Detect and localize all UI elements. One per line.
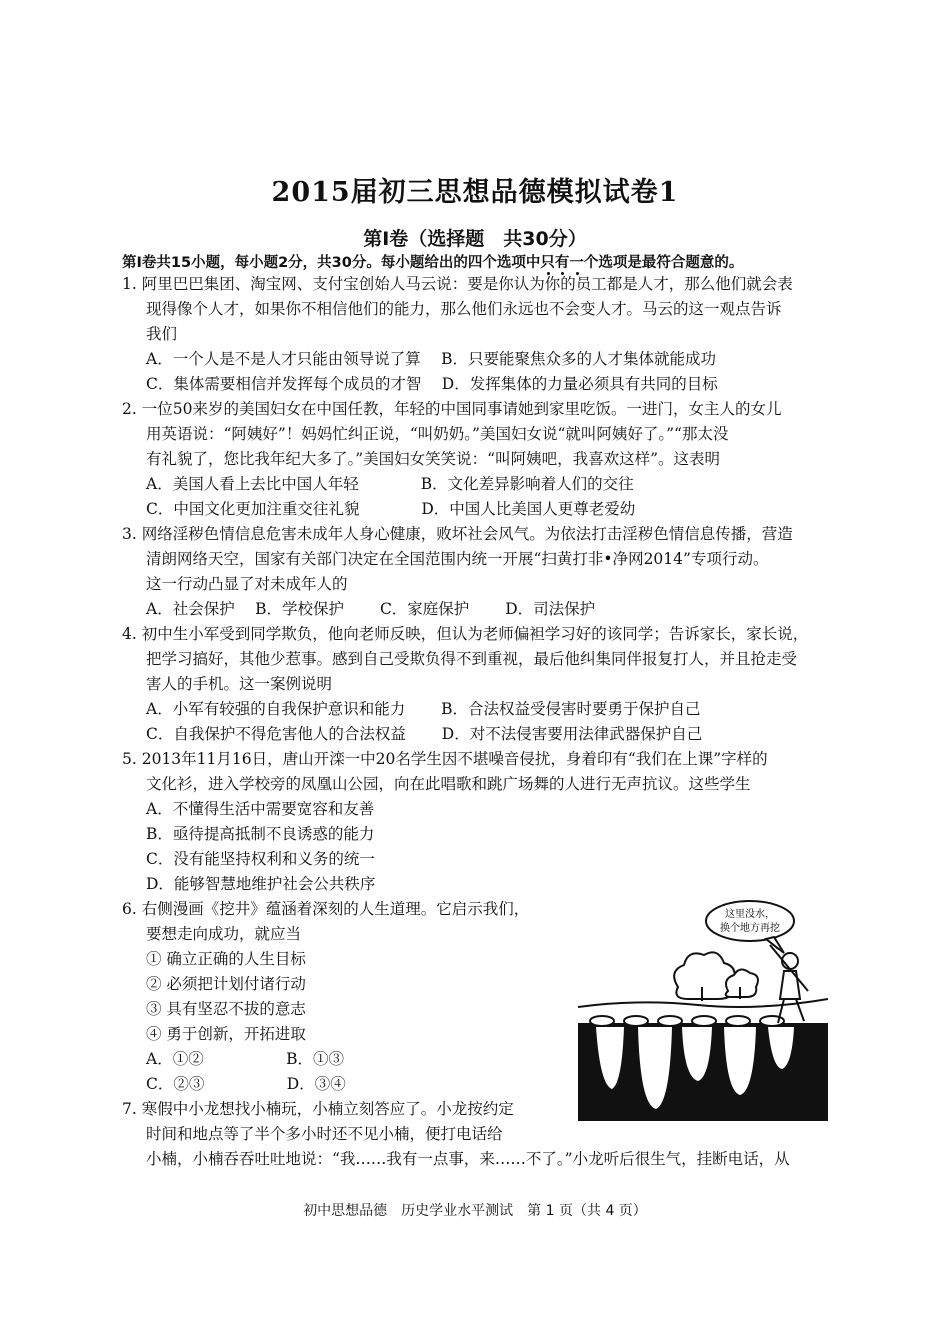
question-6-item-1: ① 确立正确的人生目标 xyxy=(146,950,306,968)
question-4-options-ab: A．小军有较强的自我保护意识和能力 B．合法权益受侵害时要勇于保护自己 xyxy=(146,700,701,718)
speech-text-line-2: 换个地方再挖 xyxy=(720,923,780,934)
question-4-options-cd: C．自我保护不得危害他人的合法权益 D．对不法侵害要用法律武器保护自己 xyxy=(146,725,703,743)
question-1-options-ab: A．一个人是不是人才只能由领导说了算 B．只要能聚焦众多的人才集体就能成功 xyxy=(146,350,717,368)
question-6-stem: 6. 右侧漫画《挖井》蕴涵着深刻的人生道理。它启示我们， xyxy=(122,900,530,918)
emphasis-char: 有 xyxy=(554,255,570,271)
question-3-options: A．社会保护 B．学校保护 C．家庭保护 D．司法保护 xyxy=(146,600,596,618)
question-1-stem-cont: 现得像个人才，如果你不相信他们的能力，那么他们永远也不会变人才。马云的这一观点告诉 xyxy=(146,300,782,318)
page-footer: 初中思想品德 历史学业水平测试 第 1 页（共 4 页） xyxy=(303,1203,647,1219)
question-2-options-cd: C．中国文化更加注重交往礼貌 D．中国人比美国人更尊老爱幼 xyxy=(146,500,636,518)
question-5-option-a: A．不懂得生活中需要宽容和友善 xyxy=(146,800,375,818)
question-6-item-2: ② 必须把计划付诸行动 xyxy=(146,975,306,993)
question-4-stem-cont: 把学习搞好，其他少惹事。感到自己受欺负得不到重视，最后他纠集同伴报复打人，并且抢走受 xyxy=(146,650,798,668)
question-3-stem-cont: 清朗网络天空，国家有关部门决定在全国范围内统一开展“扫黄打非•净网2014”专项行动。 xyxy=(146,550,769,568)
emphasis-char: 只 xyxy=(540,255,555,271)
question-6-options-ab: A．①② B．①③ xyxy=(146,1050,345,1068)
question-7-stem-cont: 时间和地点等了半个多小时还不见小楠，便打电话给 xyxy=(146,1125,503,1143)
question-7-stem: 7. 寒假中小龙想找小楠玩，小楠立刻答应了。小龙按约定 xyxy=(122,1100,514,1118)
question-3-stem: 3. 网络淫秽色情信息危害未成年人身心健康，败坏社会风气。为依法打击淫秽色情信息传播，营造 xyxy=(122,525,793,543)
question-6-item-3: ③ 具有坚忍不拔的意志 xyxy=(146,1000,306,1018)
question-7-stem-cont: 小楠，小楠吞吞吐吐地说：“我……我有一点事，来……不了。”小龙听后很生气，挂断电话，从 xyxy=(146,1150,790,1168)
question-5-option-d: D．能够智慧地维护社会公共秩序 xyxy=(146,875,376,893)
question-6-stem-cont: 要想走向成功，就应当 xyxy=(146,925,302,943)
question-3-stem-cont: 这一行动凸显了对未成年人的 xyxy=(146,575,348,593)
question-2-options-ab: A．美国人看上去比中国人年轻 B．文化差异影响着人们的交往 xyxy=(146,475,634,493)
question-6-item-4: ④ 勇于创新，开拓进取 xyxy=(146,1025,306,1043)
question-1-stem-cont: 我们 xyxy=(146,325,178,343)
question-4-stem: 4. 初中生小军受到同学欺负，他向老师反映，但认为老师偏袒学习好的该同学；告诉家长，家长说， xyxy=(122,625,809,643)
question-6-options-cd: C．②③ D．③④ xyxy=(146,1075,346,1093)
question-1-options-cd: C．集体需要相信并发挥每个成员的才智 D．发挥集体的力量必须具有共同的目标 xyxy=(146,375,718,393)
question-5-option-b: B．亟待提高抵制不良诱惑的能力 xyxy=(146,825,375,843)
speech-text-line-1: 这里没水， xyxy=(725,909,775,920)
digging-well-cartoon xyxy=(578,895,828,1121)
question-5-stem-cont: 文化衫，进入学校旁的凤凰山公园，向在此唱歌和跳广场舞的人进行无声抗议。这些学生 xyxy=(146,775,751,793)
question-4-stem-cont: 害人的手机。这一案例说明 xyxy=(146,675,333,693)
question-5-option-c: C．没有能坚持权利和义务的统一 xyxy=(146,850,375,868)
question-2-stem-cont: 用英语说：“阿姨好”！妈妈忙纠正说，“叫奶奶。”美国妇女说“就叫阿姨好了。”“那太没 xyxy=(146,425,729,443)
question-2-stem-cont: 有礼貌了，您比我年纪大多了。”美国妇女笑笑说：“叫阿姨吧，我喜欢这样”。这表明 xyxy=(146,450,721,468)
instructions-text-before: 第Ⅰ卷共15小题，每小题2分，共30分。每小题给出的四个选项中 xyxy=(122,255,541,271)
section-instructions xyxy=(122,251,842,272)
exam-title: 2015届初三思想品德模拟试卷1 xyxy=(271,177,679,208)
instructions-text-after: 个选项是最符合题意的。 xyxy=(583,255,744,271)
question-1-stem: 1. 阿里巴巴集团、淘宝网、支付宝创始人马云说：要是你认为你的员工都是人才，那么他们就会表 xyxy=(122,275,793,293)
section-heading: 第Ⅰ卷（选择题 共30分） xyxy=(363,228,587,250)
question-2-stem: 2. 一位50来岁的美国妇女在中国任教，年轻的中国同事请她到家里吃饭。一进门，女主人的女儿 xyxy=(122,400,782,418)
emphasis-char: 一 xyxy=(569,255,584,271)
question-5-stem: 5. 2013年11月16日，唐山开滦一中20名学生因不堪噪音侵扰，身着印有“我们在上课”字样的 xyxy=(122,750,768,768)
